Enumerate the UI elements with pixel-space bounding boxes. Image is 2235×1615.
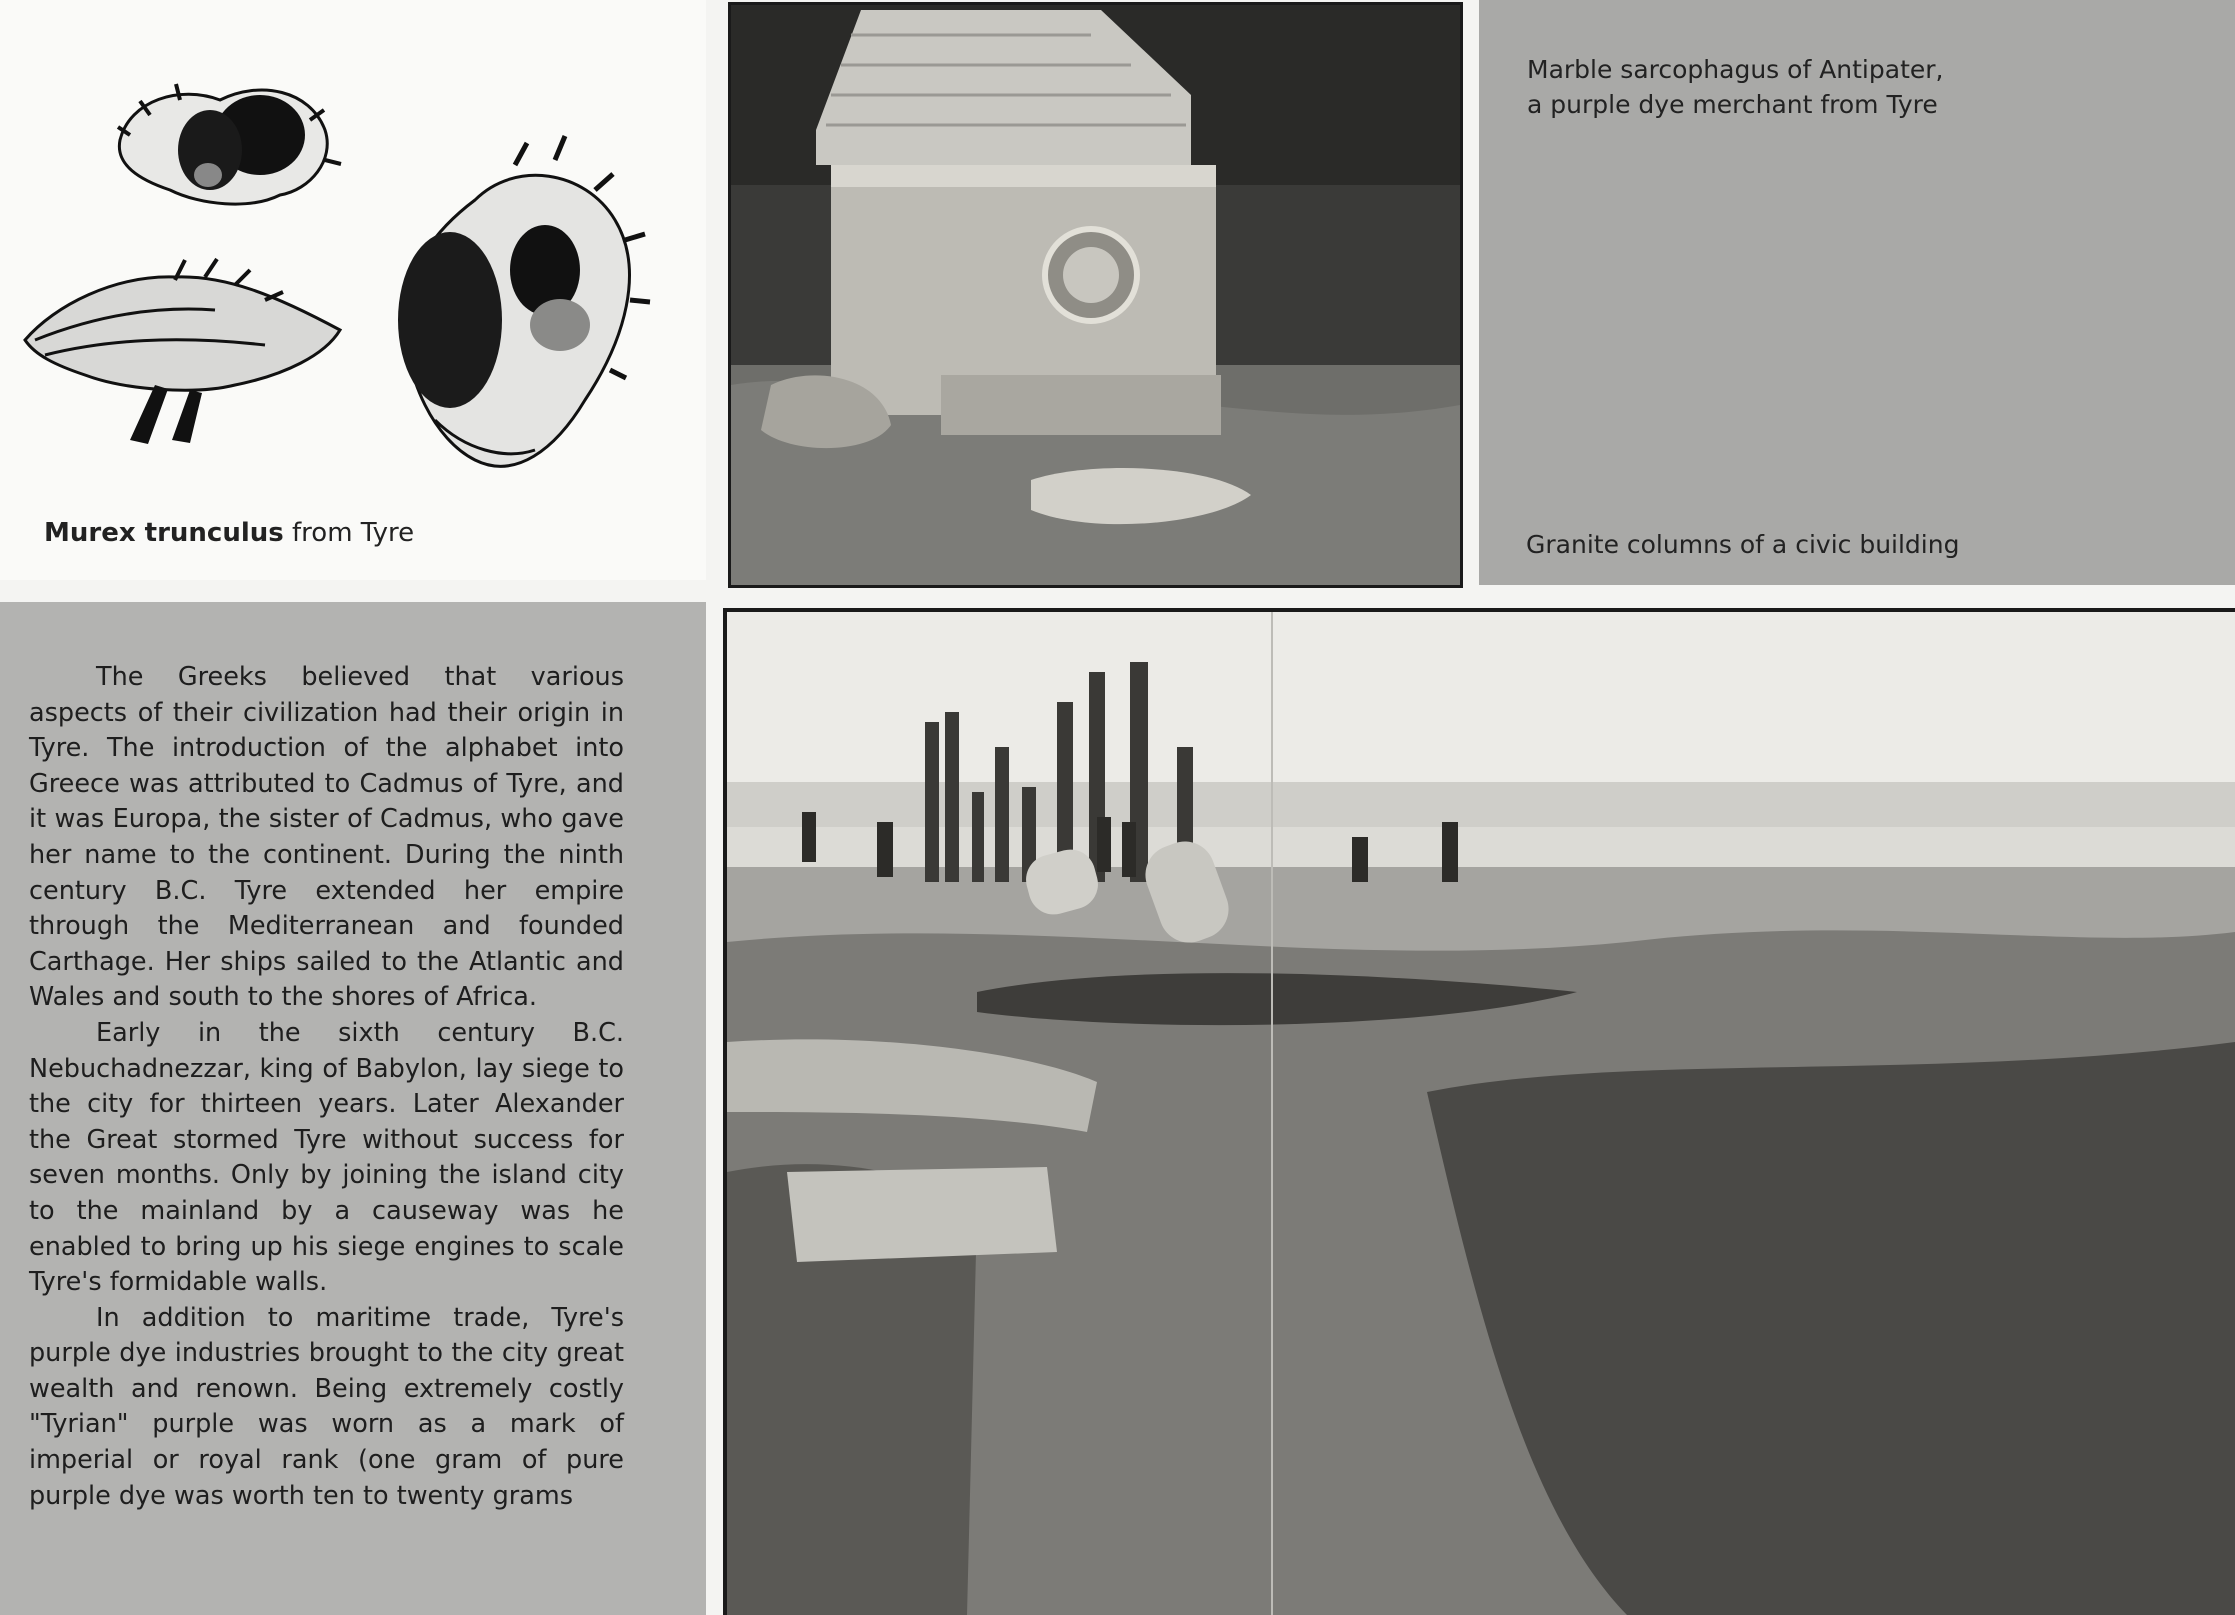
murex-illustration-panel <box>0 0 706 580</box>
columns-caption: Granite columns of a civic building <box>1526 530 1960 559</box>
sarcophagus-caption: Marble sarcophagus of Antipater, a purple dye merchant from Tyre <box>1527 55 1944 119</box>
ruins-photo-image <box>727 612 2235 1615</box>
paragraph: In addition to maritime trade, Tyre's purple dye industries brought to the city great wealth and renown. Being extremely costly "Tyrian" purple was worn as a mark of imperial or royal rank (one gram of pure purple dye was worth ten to twenty grams <box>29 1302 624 1511</box>
murex-shell-left <box>25 259 340 444</box>
murex-shells-illustration <box>0 0 706 500</box>
paragraph: The Greeks believed that various aspects of their civilization had their origin in Tyre. The introduction of the alphabet into Greece was attributed to Cadmus of Tyre, and it was Europa, the sister of Cadmus, who gave her name to the continent. During the ninth century B.C. Tyre extended her empire through the Mediterranean and founded Carthage. Her ships sailed to the Atlantic and Wales and south to the shores of Africa. <box>29 662 624 1013</box>
shell-caption: Murex trunculus from Tyre <box>44 518 415 548</box>
paragraph: Early in the sixth century B.C. Nebuchadnezzar, king of Babylon, lay siege to the city for thirteen years. Later Alexander the Great stormed Tyre without success for seven months. Only by joining the island city to the mainland by a causeway was he enabled to bring up his siege engines to scale Tyre's formidable walls. <box>29 1017 624 1298</box>
history-body-text <box>29 660 624 1514</box>
ruins-photo <box>723 608 2235 1615</box>
sarcophagus-photo-image <box>731 5 1460 585</box>
murex-shell-top <box>118 84 341 204</box>
sarcophagus-photo <box>728 2 1463 588</box>
murex-shell-right <box>398 136 650 466</box>
